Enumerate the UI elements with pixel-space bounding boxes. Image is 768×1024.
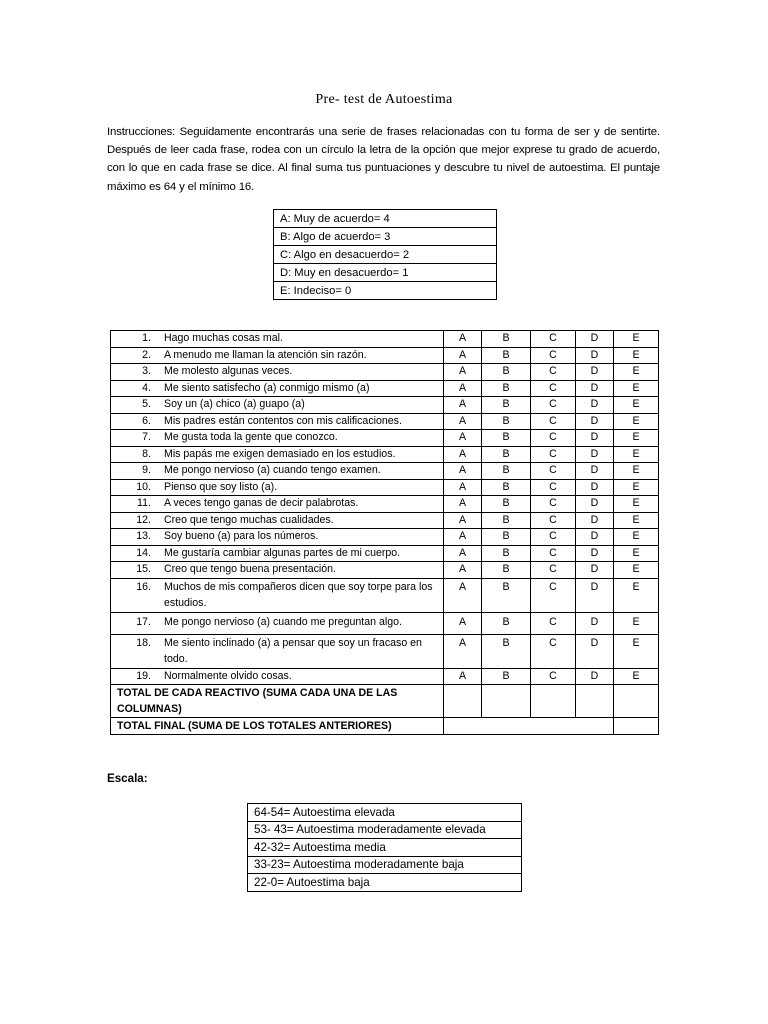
question-row — [111, 479, 659, 496]
answer-option-b[interactable]: B — [482, 562, 531, 579]
question-number: 5. — [111, 397, 165, 414]
question-number: 6. — [111, 413, 165, 430]
total-cell[interactable] — [576, 685, 614, 718]
question-number: 4. — [111, 380, 165, 397]
answer-option-a[interactable]: A — [444, 512, 482, 529]
answer-option-d[interactable]: D — [576, 512, 614, 529]
answer-option-e[interactable]: E — [614, 479, 659, 496]
question-number: 15. — [111, 562, 165, 579]
answer-option-c[interactable]: C — [531, 496, 576, 513]
answer-option-e[interactable]: E — [614, 347, 659, 364]
answer-option-d[interactable]: D — [576, 529, 614, 546]
answer-option-b[interactable]: B — [482, 446, 531, 463]
question-row — [111, 430, 659, 447]
question-number: 9. — [111, 463, 165, 480]
answer-option-a[interactable]: A — [444, 347, 482, 364]
answer-option-d[interactable]: D — [576, 446, 614, 463]
scale-table — [247, 803, 522, 892]
question-row — [111, 347, 659, 364]
question-text: Creo que tengo muchas cualidades. — [164, 512, 444, 529]
total-row — [111, 685, 659, 718]
final-total-cell[interactable] — [444, 718, 614, 735]
answer-option-e[interactable]: E — [614, 496, 659, 513]
question-number: 7. — [111, 430, 165, 447]
answer-option-c[interactable]: C — [531, 364, 576, 381]
answer-option-c[interactable]: C — [531, 380, 576, 397]
scale-item: 42-32= Autoestima media — [248, 839, 522, 857]
answer-option-b[interactable]: B — [482, 668, 531, 685]
answer-option-c[interactable]: C — [531, 347, 576, 364]
answer-option-a[interactable]: A — [444, 380, 482, 397]
question-number: 14. — [111, 545, 165, 562]
answer-option-c[interactable]: C — [531, 612, 576, 634]
question-row — [111, 331, 659, 348]
questionnaire-rows — [111, 331, 659, 735]
answer-option-c[interactable]: C — [531, 578, 576, 612]
total-cell — [614, 718, 659, 735]
answer-option-a[interactable]: A — [444, 463, 482, 480]
answer-option-d[interactable]: D — [576, 380, 614, 397]
answer-option-e[interactable]: E — [614, 545, 659, 562]
answer-option-d[interactable]: D — [576, 347, 614, 364]
answer-option-c[interactable]: C — [531, 430, 576, 447]
question-text: Hago muchas cosas mal. — [164, 331, 444, 348]
answer-option-d[interactable]: D — [576, 364, 614, 381]
scale-item: 64-54= Autoestima elevada — [248, 804, 522, 822]
answer-option-b[interactable]: B — [482, 430, 531, 447]
answer-option-a[interactable]: A — [444, 331, 482, 348]
question-text: Mis padres están contentos con mis calificaciones. — [164, 413, 444, 430]
answer-option-e[interactable]: E — [614, 529, 659, 546]
answer-option-d[interactable]: D — [576, 331, 614, 348]
question-number: 17. — [111, 612, 165, 634]
answer-option-b[interactable]: B — [482, 331, 531, 348]
answer-option-c[interactable]: C — [531, 634, 576, 668]
answer-option-b[interactable]: B — [482, 347, 531, 364]
answer-option-c[interactable]: C — [531, 545, 576, 562]
answer-option-e[interactable]: E — [614, 612, 659, 634]
total-label: TOTAL DE CADA REACTIVO (SUMA CADA UNA DE LAS COLUMNAS) — [111, 685, 444, 718]
answer-option-d[interactable]: D — [576, 634, 614, 668]
answer-option-d[interactable]: D — [576, 463, 614, 480]
answer-option-b[interactable]: B — [482, 364, 531, 381]
question-text: A menudo me llaman la atención sin razón. — [164, 347, 444, 364]
answer-option-e[interactable]: E — [614, 446, 659, 463]
question-number: 2. — [111, 347, 165, 364]
answer-option-b[interactable]: B — [482, 612, 531, 634]
answer-option-e[interactable]: E — [614, 562, 659, 579]
question-row — [111, 545, 659, 562]
answer-option-b[interactable]: B — [482, 512, 531, 529]
answer-option-d[interactable]: D — [576, 545, 614, 562]
legend-item: E: Indeciso= 0 — [274, 282, 497, 300]
answer-option-e[interactable]: E — [614, 364, 659, 381]
question-number: 3. — [111, 364, 165, 381]
question-row — [111, 668, 659, 685]
question-row — [111, 413, 659, 430]
answer-option-e[interactable]: E — [614, 413, 659, 430]
answer-option-b[interactable]: B — [482, 463, 531, 480]
answer-option-d[interactable]: D — [576, 668, 614, 685]
answer-option-c[interactable]: C — [531, 331, 576, 348]
question-number: 16. — [111, 578, 165, 612]
question-text: Soy bueno (a) para los números. — [164, 529, 444, 546]
question-number: 10. — [111, 479, 165, 496]
answer-option-b[interactable]: B — [482, 397, 531, 414]
answer-option-d[interactable]: D — [576, 479, 614, 496]
answer-option-a[interactable]: A — [444, 479, 482, 496]
answer-option-e[interactable]: E — [614, 380, 659, 397]
total-cell[interactable] — [482, 685, 531, 718]
question-number: 1. — [111, 331, 165, 348]
question-text: Me molesto algunas veces. — [164, 364, 444, 381]
answer-option-d[interactable]: D — [576, 612, 614, 634]
total-row — [111, 718, 659, 735]
answer-option-c[interactable]: C — [531, 413, 576, 430]
answer-option-d[interactable]: D — [576, 578, 614, 612]
question-text: Me siento satisfecho (a) conmigo mismo (a) — [164, 380, 444, 397]
total-label: TOTAL FINAL (SUMA DE LOS TOTALES ANTERIORES) — [111, 718, 444, 735]
question-text: Mis papás me exigen demasiado en los estudios. — [164, 446, 444, 463]
question-row — [111, 578, 659, 612]
question-text: Normalmente olvido cosas. — [164, 668, 444, 685]
answer-option-a[interactable]: A — [444, 446, 482, 463]
question-row — [111, 496, 659, 513]
answer-option-a[interactable]: A — [444, 430, 482, 447]
total-cell[interactable] — [531, 685, 576, 718]
total-cell[interactable] — [614, 685, 659, 718]
answer-option-c[interactable]: C — [531, 397, 576, 414]
answer-option-a[interactable]: A — [444, 529, 482, 546]
answer-option-a[interactable]: A — [444, 668, 482, 685]
answer-option-a[interactable]: A — [444, 562, 482, 579]
scale-label: Escala: — [107, 772, 148, 785]
legend-item: A: Muy de acuerdo= 4 — [274, 210, 497, 228]
question-number: 11. — [111, 496, 165, 513]
answer-option-e[interactable]: E — [614, 397, 659, 414]
question-row — [111, 529, 659, 546]
answer-option-d[interactable]: D — [576, 397, 614, 414]
legend-item: C: Algo en desacuerdo= 2 — [274, 246, 497, 264]
question-number: 8. — [111, 446, 165, 463]
answer-option-e[interactable]: E — [614, 668, 659, 685]
question-text: Me gusta toda la gente que conozco. — [164, 430, 444, 447]
question-row — [111, 634, 659, 668]
answer-option-b[interactable]: B — [482, 634, 531, 668]
question-row — [111, 446, 659, 463]
answer-option-d[interactable]: D — [576, 496, 614, 513]
answer-option-e[interactable]: E — [614, 463, 659, 480]
answer-option-c[interactable]: C — [531, 446, 576, 463]
question-row — [111, 364, 659, 381]
answer-option-a[interactable]: A — [444, 578, 482, 612]
legend-item: B: Algo de acuerdo= 3 — [274, 228, 497, 246]
answer-option-c[interactable]: C — [531, 463, 576, 480]
answer-option-b[interactable]: B — [482, 545, 531, 562]
answer-option-d[interactable]: D — [576, 562, 614, 579]
question-number: 19. — [111, 668, 165, 685]
answer-option-b[interactable]: B — [482, 496, 531, 513]
answer-option-e[interactable]: E — [614, 331, 659, 348]
answer-option-c[interactable]: C — [531, 668, 576, 685]
question-text: Me pongo nervioso (a) cuando me preguntan algo. — [164, 612, 444, 634]
scale-item: 33-23= Autoestima moderadamente baja — [248, 856, 522, 874]
question-text: Pienso que soy listo (a). — [164, 479, 444, 496]
question-text: Muchos de mis compañeros dicen que soy torpe para los estudios. — [164, 578, 444, 612]
question-text: Me siento inclinado (a) a pensar que soy un fracaso en todo. — [164, 634, 444, 668]
page-title: Pre- test de Autoestima — [315, 92, 453, 107]
answer-option-b[interactable]: B — [482, 578, 531, 612]
answer-option-a[interactable]: A — [444, 545, 482, 562]
question-text: Creo que tengo buena presentación. — [164, 562, 444, 579]
question-number: 12. — [111, 512, 165, 529]
answer-option-b[interactable]: B — [482, 413, 531, 430]
answer-option-a[interactable]: A — [444, 397, 482, 414]
answer-option-e[interactable]: E — [614, 512, 659, 529]
answer-option-c[interactable]: C — [531, 512, 576, 529]
answer-option-e[interactable]: E — [614, 430, 659, 447]
answer-option-e[interactable]: E — [614, 634, 659, 668]
scale-item: 22-0= Autoestima baja — [248, 874, 522, 892]
answer-option-a[interactable]: A — [444, 612, 482, 634]
answer-option-a[interactable]: A — [444, 496, 482, 513]
question-text: Soy un (a) chico (a) guapo (a) — [164, 397, 444, 414]
question-row — [111, 463, 659, 480]
answer-option-d[interactable]: D — [576, 430, 614, 447]
question-text: A veces tengo ganas de decir palabrotas. — [164, 496, 444, 513]
legend-item: D: Muy en desacuerdo= 1 — [274, 264, 497, 282]
question-row — [111, 562, 659, 579]
question-row — [111, 612, 659, 634]
question-row — [111, 380, 659, 397]
answer-legend-table — [273, 209, 497, 300]
answer-option-b[interactable]: B — [482, 529, 531, 546]
question-text: Me gustaría cambiar algunas partes de mi cuerpo. — [164, 545, 444, 562]
answer-option-c[interactable]: C — [531, 529, 576, 546]
answer-option-b[interactable]: B — [482, 380, 531, 397]
question-number: 13. — [111, 529, 165, 546]
question-row — [111, 397, 659, 414]
answer-option-a[interactable]: A — [444, 413, 482, 430]
question-text: Me pongo nervioso (a) cuando tengo examen. — [164, 463, 444, 480]
answer-option-a[interactable]: A — [444, 364, 482, 381]
total-cell[interactable] — [444, 685, 482, 718]
questionnaire-table — [110, 330, 659, 735]
question-row — [111, 512, 659, 529]
question-number: 18. — [111, 634, 165, 668]
answer-option-c[interactable]: C — [531, 562, 576, 579]
answer-option-a[interactable]: A — [444, 634, 482, 668]
answer-option-b[interactable]: B — [482, 479, 531, 496]
scale-item: 53- 43= Autoestima moderadamente elevada — [248, 821, 522, 839]
answer-option-c[interactable]: C — [531, 479, 576, 496]
answer-option-e[interactable]: E — [614, 578, 659, 612]
answer-option-d[interactable]: D — [576, 413, 614, 430]
instructions-paragraph: Instrucciones: Seguidamente encontrarás una serie de frases relacionadas con tu forma de ser y de sentirte. Después de leer cada frase, rodea con un círculo la letra de la opción que mejor exprese tu grado de acuerdo, con lo que en cada frase se dice. Al final suma tus puntuaciones y descubre tu nivel de autoestima. El puntaje máximo es 64 y el mínimo 16. — [107, 126, 660, 193]
